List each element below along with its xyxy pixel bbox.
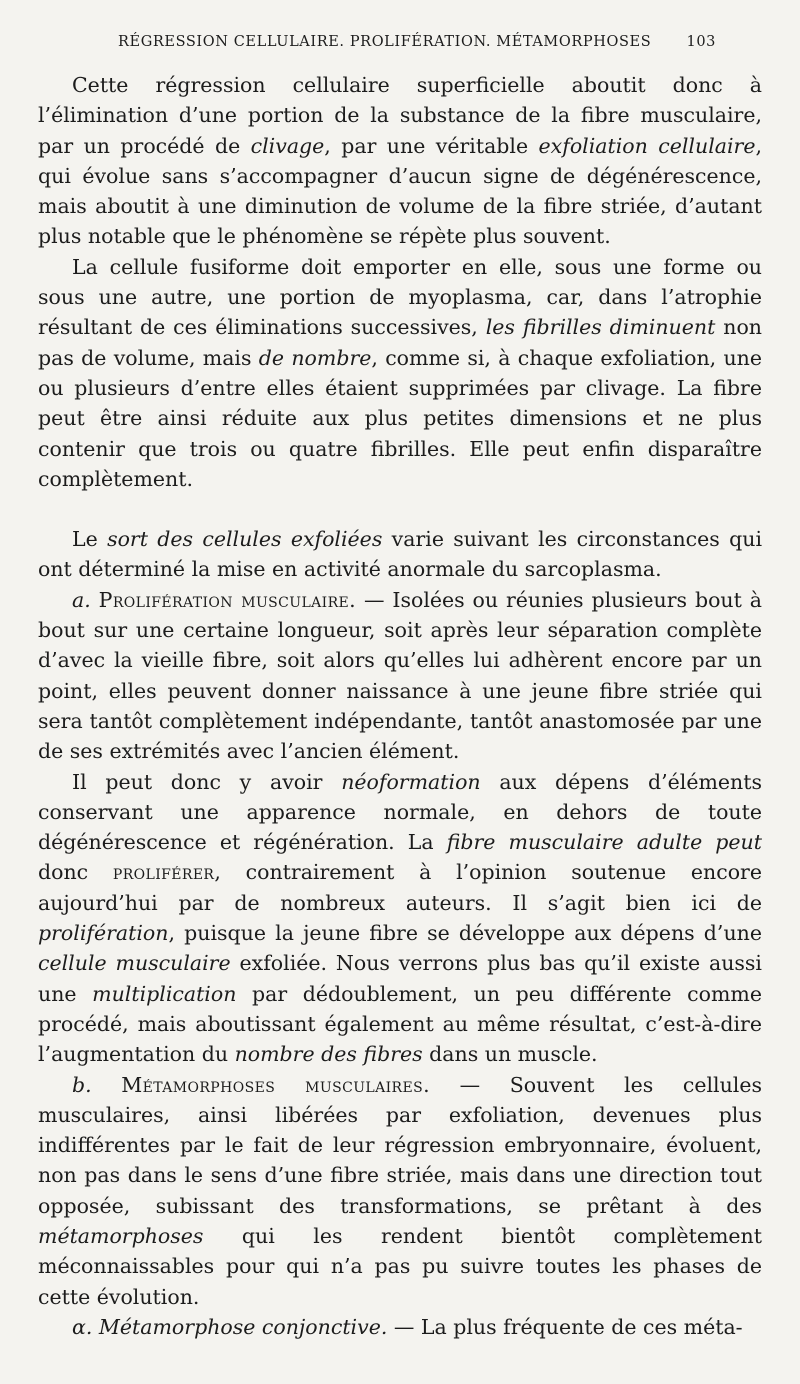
text: non pas de volume, mais bbox=[38, 315, 763, 370]
text: , comme si, à chaque exfoliation, une ou plusieurs d’entre elles étaient supprimées par clivage. La fibre peut être ainsi réduite aux plus petites dimensions et ne plus contenir que trois ou quatre fibrilles. Elle peut enfin disparaître complètement. bbox=[38, 345, 763, 491]
text: dans un muscle. bbox=[422, 1042, 598, 1067]
emphasis: sort des cellules exfoliées bbox=[107, 527, 383, 552]
text: par dédoublement, un peu différente comme procédé, mais aboutissant également au même résultat, c’est-à-dire l’augmentation du bbox=[38, 981, 762, 1067]
text: , qui évolue sans s’accompagner d’aucun signe de dégénérescence, mais aboutit à une diminution de volume de la fibre striée, d’autant plus notable que le phénomène se répète plus souvent. bbox=[38, 133, 762, 249]
section-gap bbox=[38, 494, 762, 524]
paragraph-3 bbox=[38, 524, 762, 585]
emphasis: cellule musculaire bbox=[38, 951, 231, 976]
text: — La plus fréquente de ces méta- bbox=[387, 1314, 743, 1339]
paragraph-4 bbox=[38, 585, 762, 767]
emphasis: exfoliation cellulaire bbox=[538, 133, 756, 158]
running-title: RÉGRESSION CELLULAIRE. PROLIFÉRATION. MÉTAMORPHOSES bbox=[118, 34, 652, 50]
text: aux dépens d’éléments conservant une apparence normale, en dehors de toute dégénérescence et régénération. La bbox=[38, 769, 762, 855]
text: , contrairement à l’opinion soutenue encore aujourd’hui par de nombreux auteurs. Il s’agit bien ici de bbox=[38, 860, 762, 915]
text: — Souvent les cellules musculaires, ainsi libérées par exfoliation, devenues plus indifférentes par le fait de leur régression embryonnaire, évoluent, non pas dans le sens d’une fibre striée, mais dans une direction tout opposée, subissant des transformations, se prêtant à des bbox=[38, 1072, 762, 1218]
paragraph-5 bbox=[38, 767, 762, 1070]
emphasis: néoformation bbox=[341, 769, 481, 794]
emphasis: fibre musculaire adulte peut bbox=[446, 830, 762, 855]
text: varie suivant les circonstances qui ont déterminé la mise en activité anormale du sarcoplasma. bbox=[38, 527, 762, 582]
text: qui les rendent bientôt complètement méconnaissables pour qui n’a pas pu suivre toutes les phases de cette évolution. bbox=[38, 1223, 762, 1309]
paragraph-2 bbox=[38, 252, 762, 494]
text: Le bbox=[72, 527, 108, 552]
paragraph-6 bbox=[38, 1070, 762, 1312]
paragraph-7 bbox=[38, 1312, 762, 1342]
page-number: 103 bbox=[686, 34, 716, 50]
text: exfoliée. Nous verrons plus bas qu’il existe aussi une bbox=[38, 951, 762, 1006]
emphasis: prolifération bbox=[38, 921, 169, 946]
emphasis: de nombre bbox=[258, 345, 372, 370]
text: Il peut donc y avoir bbox=[72, 769, 342, 794]
emphasis: métamorphoses bbox=[38, 1223, 204, 1248]
section-letter: a. bbox=[72, 587, 91, 612]
paragraph-1 bbox=[38, 70, 762, 252]
section-heading: Prolifération musculaire. bbox=[98, 587, 357, 612]
emphasis: nombre des fibres bbox=[234, 1042, 423, 1067]
text: , par une véritable bbox=[324, 133, 539, 158]
emphasis: clivage bbox=[250, 133, 325, 158]
text: donc bbox=[38, 860, 113, 885]
subsection-heading: Métamorphose conjonctive. bbox=[98, 1314, 388, 1339]
text: , puisque la jeune fibre se développe aux dépens d’une bbox=[168, 921, 762, 946]
text: La cellule fusiforme doit emporter en elle, sous une forme ou sous une autre, une portion de myoplasma, car, dans l’atrophie résultant de ces éliminations successives, bbox=[38, 254, 762, 340]
text: Cette régression cellulaire superficielle aboutit donc à l’élimination d’une portion de la substance de la fibre musculaire, par un procédé de bbox=[38, 73, 762, 158]
emphasis: les fibrilles diminuent bbox=[485, 315, 716, 340]
text: — Isolées ou réunies plusieurs bout à bout sur une certaine longueur, soit après leur séparation complète d’avec la vieille fibre, soit alors qu’elles lui adhèrent encore par un point, elles peuvent donner naissance à une jeune fibre striée qui sera tantôt complètement indépendante, tantôt anastomosée par une de ses extrémités avec l’ancien élément. bbox=[38, 587, 762, 764]
section-heading: Métamorphoses musculaires. bbox=[121, 1072, 431, 1097]
subsection-letter: α. bbox=[72, 1314, 93, 1339]
running-header bbox=[38, 34, 762, 56]
small-caps-term: proliférer bbox=[112, 860, 215, 885]
section-letter: b. bbox=[72, 1072, 92, 1097]
emphasis: multiplication bbox=[92, 981, 237, 1006]
